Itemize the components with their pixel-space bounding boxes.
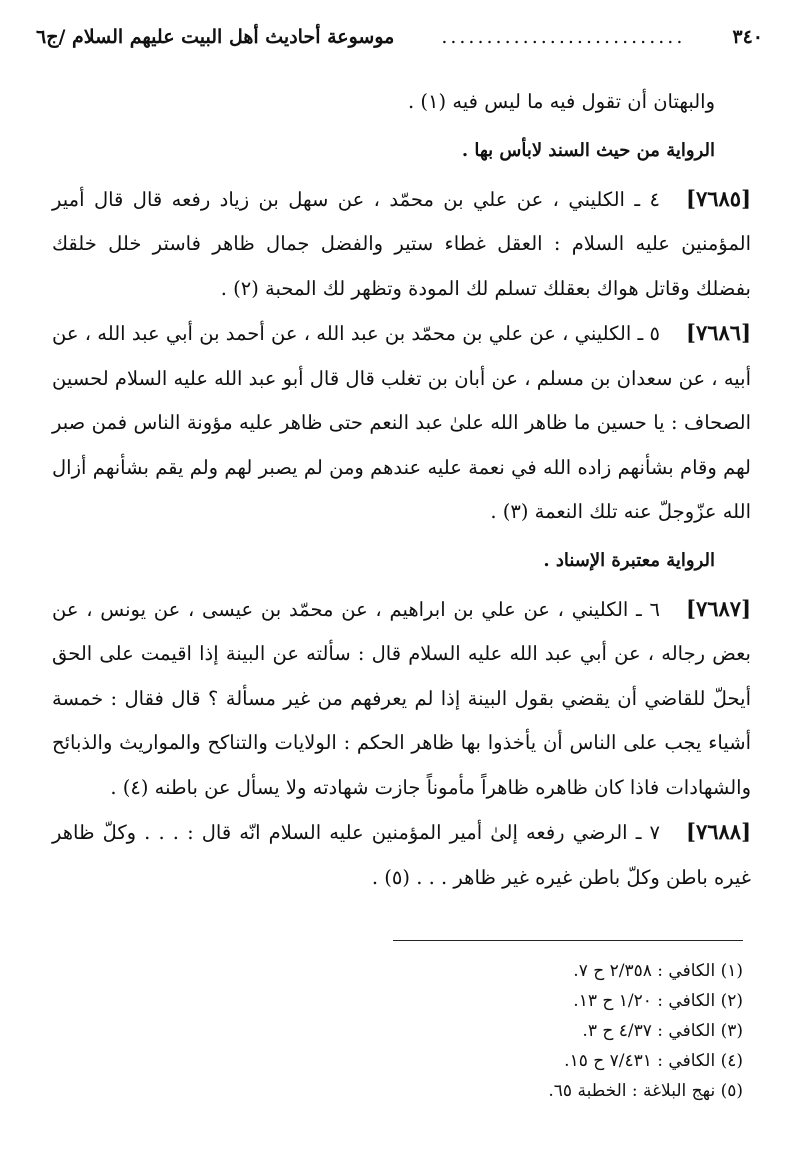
page-body xyxy=(52,80,751,900)
hadith-number: [٧٦٨٨] xyxy=(686,819,751,844)
hadith-text-rest: باطن غيره غير ظاهر . . . (٥) . xyxy=(371,865,621,889)
running-header xyxy=(36,22,763,52)
hadith-paragraph xyxy=(52,810,751,900)
chain-verdict: الرواية من حيث السند لابأس بها . xyxy=(461,139,715,161)
footnote: (١) الكافي : ٢/٣٥٨ ح ٧. xyxy=(573,961,743,981)
hadith-number: [٧٦٨٦] xyxy=(686,320,751,345)
hadith-7685 xyxy=(52,177,751,312)
hadith-text-rest: رجاله ، عن أبي عبد الله عليه السلام قال : سألته عن البينة إذا اقيمت على الحق أيحلّ للقاضي أن يقضي بقول البينة إذا لم يعرفهم من غير مسألة ؟ قال فقال : خمسة أشياء يجب على الناس أن يأخذوا بها ظاهر الحكم : الولايات والتناكح والمواريث والذبائح والشهادات فاذا كان ظاهره ظاهراً مأموناً جازت شهادته ولا يسأل عن باطنه (٤) . xyxy=(52,642,751,799)
hadith-7686 xyxy=(52,311,751,587)
hadith-text-first: ٤ ـ الكليني ، عن علي بن محمّد ، عن سهل بن زياد رفعه قال قال xyxy=(93,187,660,211)
footnote: (٣) الكافي : ٤/٣٧ ح ٣. xyxy=(582,1021,743,1041)
hadith-paragraph xyxy=(52,311,751,535)
intro-line: والبهتان أن تقول فيه ما ليس فيه (١) . xyxy=(408,90,715,113)
hadith-paragraph xyxy=(52,587,751,811)
hadith-number: [٧٦٨٧] xyxy=(686,595,751,621)
header-leader-dots: ........................... xyxy=(441,26,686,48)
footnotes xyxy=(323,956,743,1106)
hadith-text-first: ٥ ـ الكليني ، عن علي بن محمّد بن عبد الله ، عن أحمد بن أبي عبد الله ، عن xyxy=(52,322,660,345)
chain-verdict: الرواية معتبرة الإسناد . xyxy=(543,549,715,571)
hadith-paragraph xyxy=(52,177,751,312)
hadith-text-first: ٧ ـ الرضي رفعه إلىٰ أمير المؤمنين عليه السلام انّه قال : . . . وكلّ ظاهر غيره باطن وكلّ xyxy=(52,821,751,889)
hadith-text-rest: أبيه ، عن سعدان بن مسلم ، عن أبان بن تغلب قال قال أبو عبد الله عليه السلام لحسين الصحاف : يا حسين ما ظاهر الله علىٰ عبد النعم حتى ظاهر عليه مؤونة الناس فمن صبر لهم وقام بشأنهم زاده الله في نعمة عليه عندهم ومن لم يصبر لهم ولم يقم بشأنهم أزال الله عزّوجلّ عنه تلك النعمة (٣) . xyxy=(52,366,751,523)
hadith-7687 xyxy=(52,587,751,811)
page-number: ٣٤٠ xyxy=(732,26,763,48)
footnote: (٢) الكافي : ١/٢٠ ح ١٣. xyxy=(573,991,743,1011)
hadith-text-rest: أمير المؤمنين عليه السلام : العقل غطاء ستير والفضل جمال ظاهر فاستر خلل خلقك بفضلك وقاتل هواك بعقلك تسلم لك المودة وتظهر لك المحبة (٢) . xyxy=(52,187,751,300)
header-title: موسوعة أحاديث أهل البيت عليهم السلام /ج٦ xyxy=(36,26,395,48)
footnote: (٤) الكافي : ٧/٤٣١ ح ١٥. xyxy=(564,1051,743,1071)
footnote-separator xyxy=(393,940,743,941)
hadith-text-first: ٦ ـ الكليني ، عن علي بن ابراهيم ، عن محمّد بن عيسى ، عن يونس ، عن بعض xyxy=(52,597,751,665)
hadith-7688 xyxy=(52,810,751,900)
footnote: (٥) نهج البلاغة : الخطبة ٦٥. xyxy=(548,1081,743,1101)
hadith-number: [٧٦٨٥] xyxy=(686,185,751,211)
